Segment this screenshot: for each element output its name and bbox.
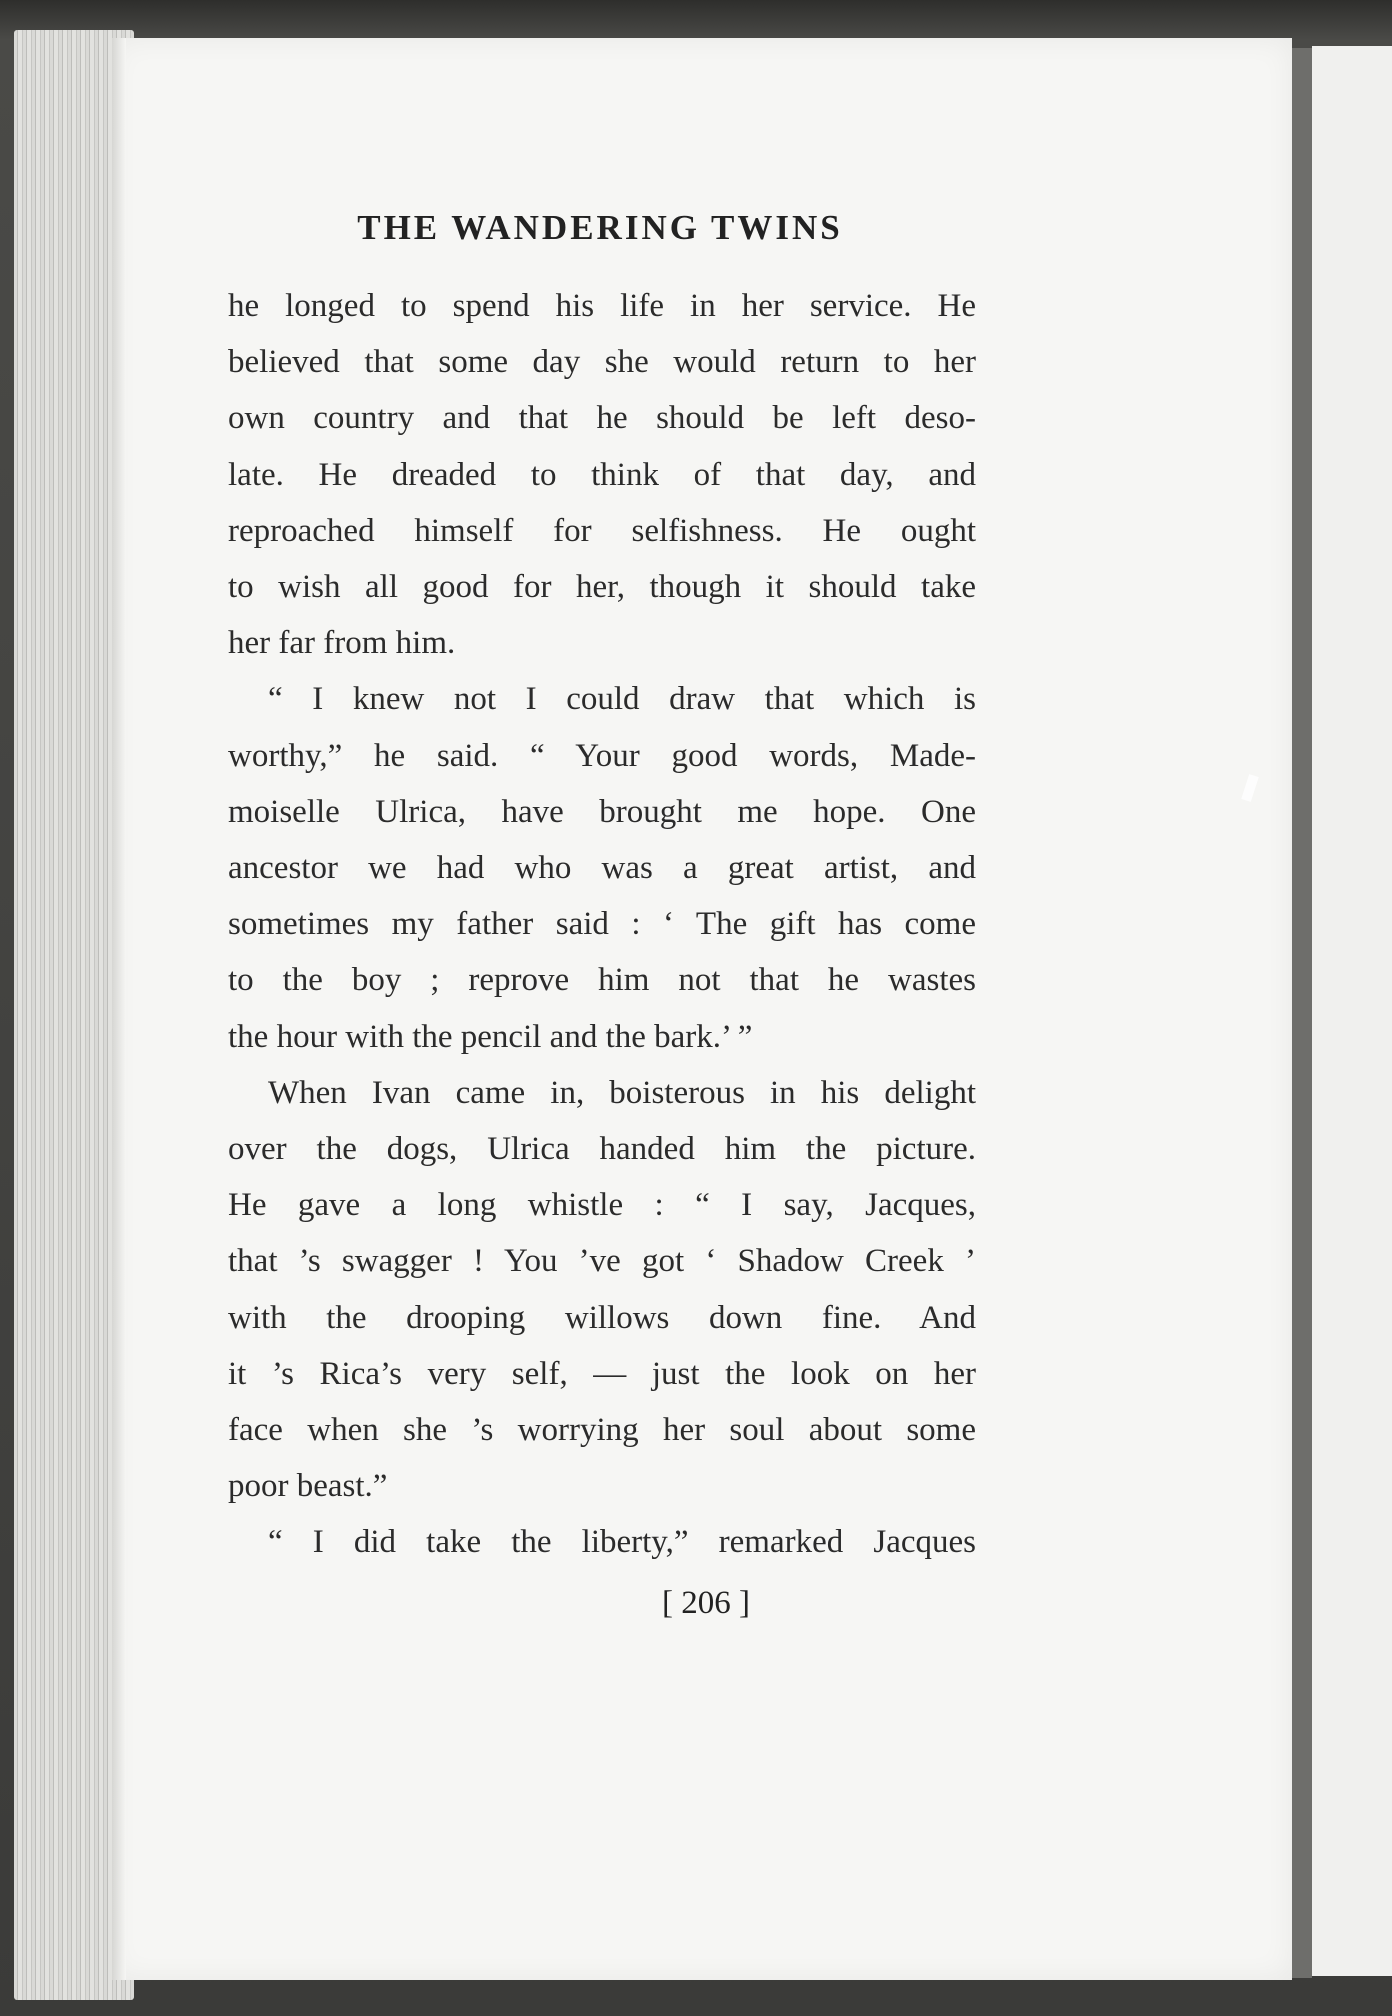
text-line: with the drooping willows down fine. And	[228, 1299, 976, 1336]
text-line: reproached himself for selfishness. He ought	[228, 512, 976, 549]
text-line: he longed to spend his life in her service. He	[228, 288, 976, 324]
running-head: THE WANDERING TWINS	[357, 208, 843, 247]
text-line: “ I did take the liberty,” remarked Jacques	[268, 1524, 976, 1561]
text-line: the hour with the pencil and the bark.’ ”	[228, 1018, 753, 1055]
facing-page-shadow	[1290, 48, 1312, 1978]
text-line: moiselle Ulrica, have brought me hope. One	[228, 793, 976, 830]
text-line: When Ivan came in, boisterous in his delight	[268, 1074, 976, 1111]
text-line: poor beast.”	[228, 1468, 388, 1505]
text-line: own country and that he should be left deso-	[228, 400, 976, 437]
text-line: sometimes my father said : ‘ The gift has come	[228, 906, 976, 943]
text-line: it ’s Rica’s very self, — just the look on her	[228, 1355, 976, 1392]
text-line: believed that some day she would return to her	[228, 344, 976, 381]
facing-page-edge	[1312, 46, 1392, 1976]
page-number: [ 206 ]	[662, 1585, 750, 1621]
text-line: to wish all good for her, though it should take	[228, 569, 976, 606]
text-line: over the dogs, Ulrica handed him the picture.	[228, 1131, 976, 1168]
text-line: to the boy ; reprove him not that he wastes	[228, 962, 976, 999]
gutter-shadow	[112, 38, 126, 1980]
text-line: worthy,” he said. “ Your good words, Made-	[228, 737, 976, 774]
text-line: late. He dreaded to think of that day, and	[228, 456, 976, 493]
text-line: face when she ’s worrying her soul about some	[228, 1412, 976, 1449]
body-text	[228, 278, 976, 1571]
text-line: ancestor we had who was a great artist, and	[228, 850, 976, 887]
text-line: that ’s swagger ! You ’ve got ‘ Shadow Creek ’	[228, 1243, 976, 1280]
text-line: her far from him.	[228, 625, 456, 662]
text-line: He gave a long whistle : “ I say, Jacques,	[228, 1187, 976, 1224]
text-line: “ I knew not I could draw that which is	[268, 681, 976, 718]
